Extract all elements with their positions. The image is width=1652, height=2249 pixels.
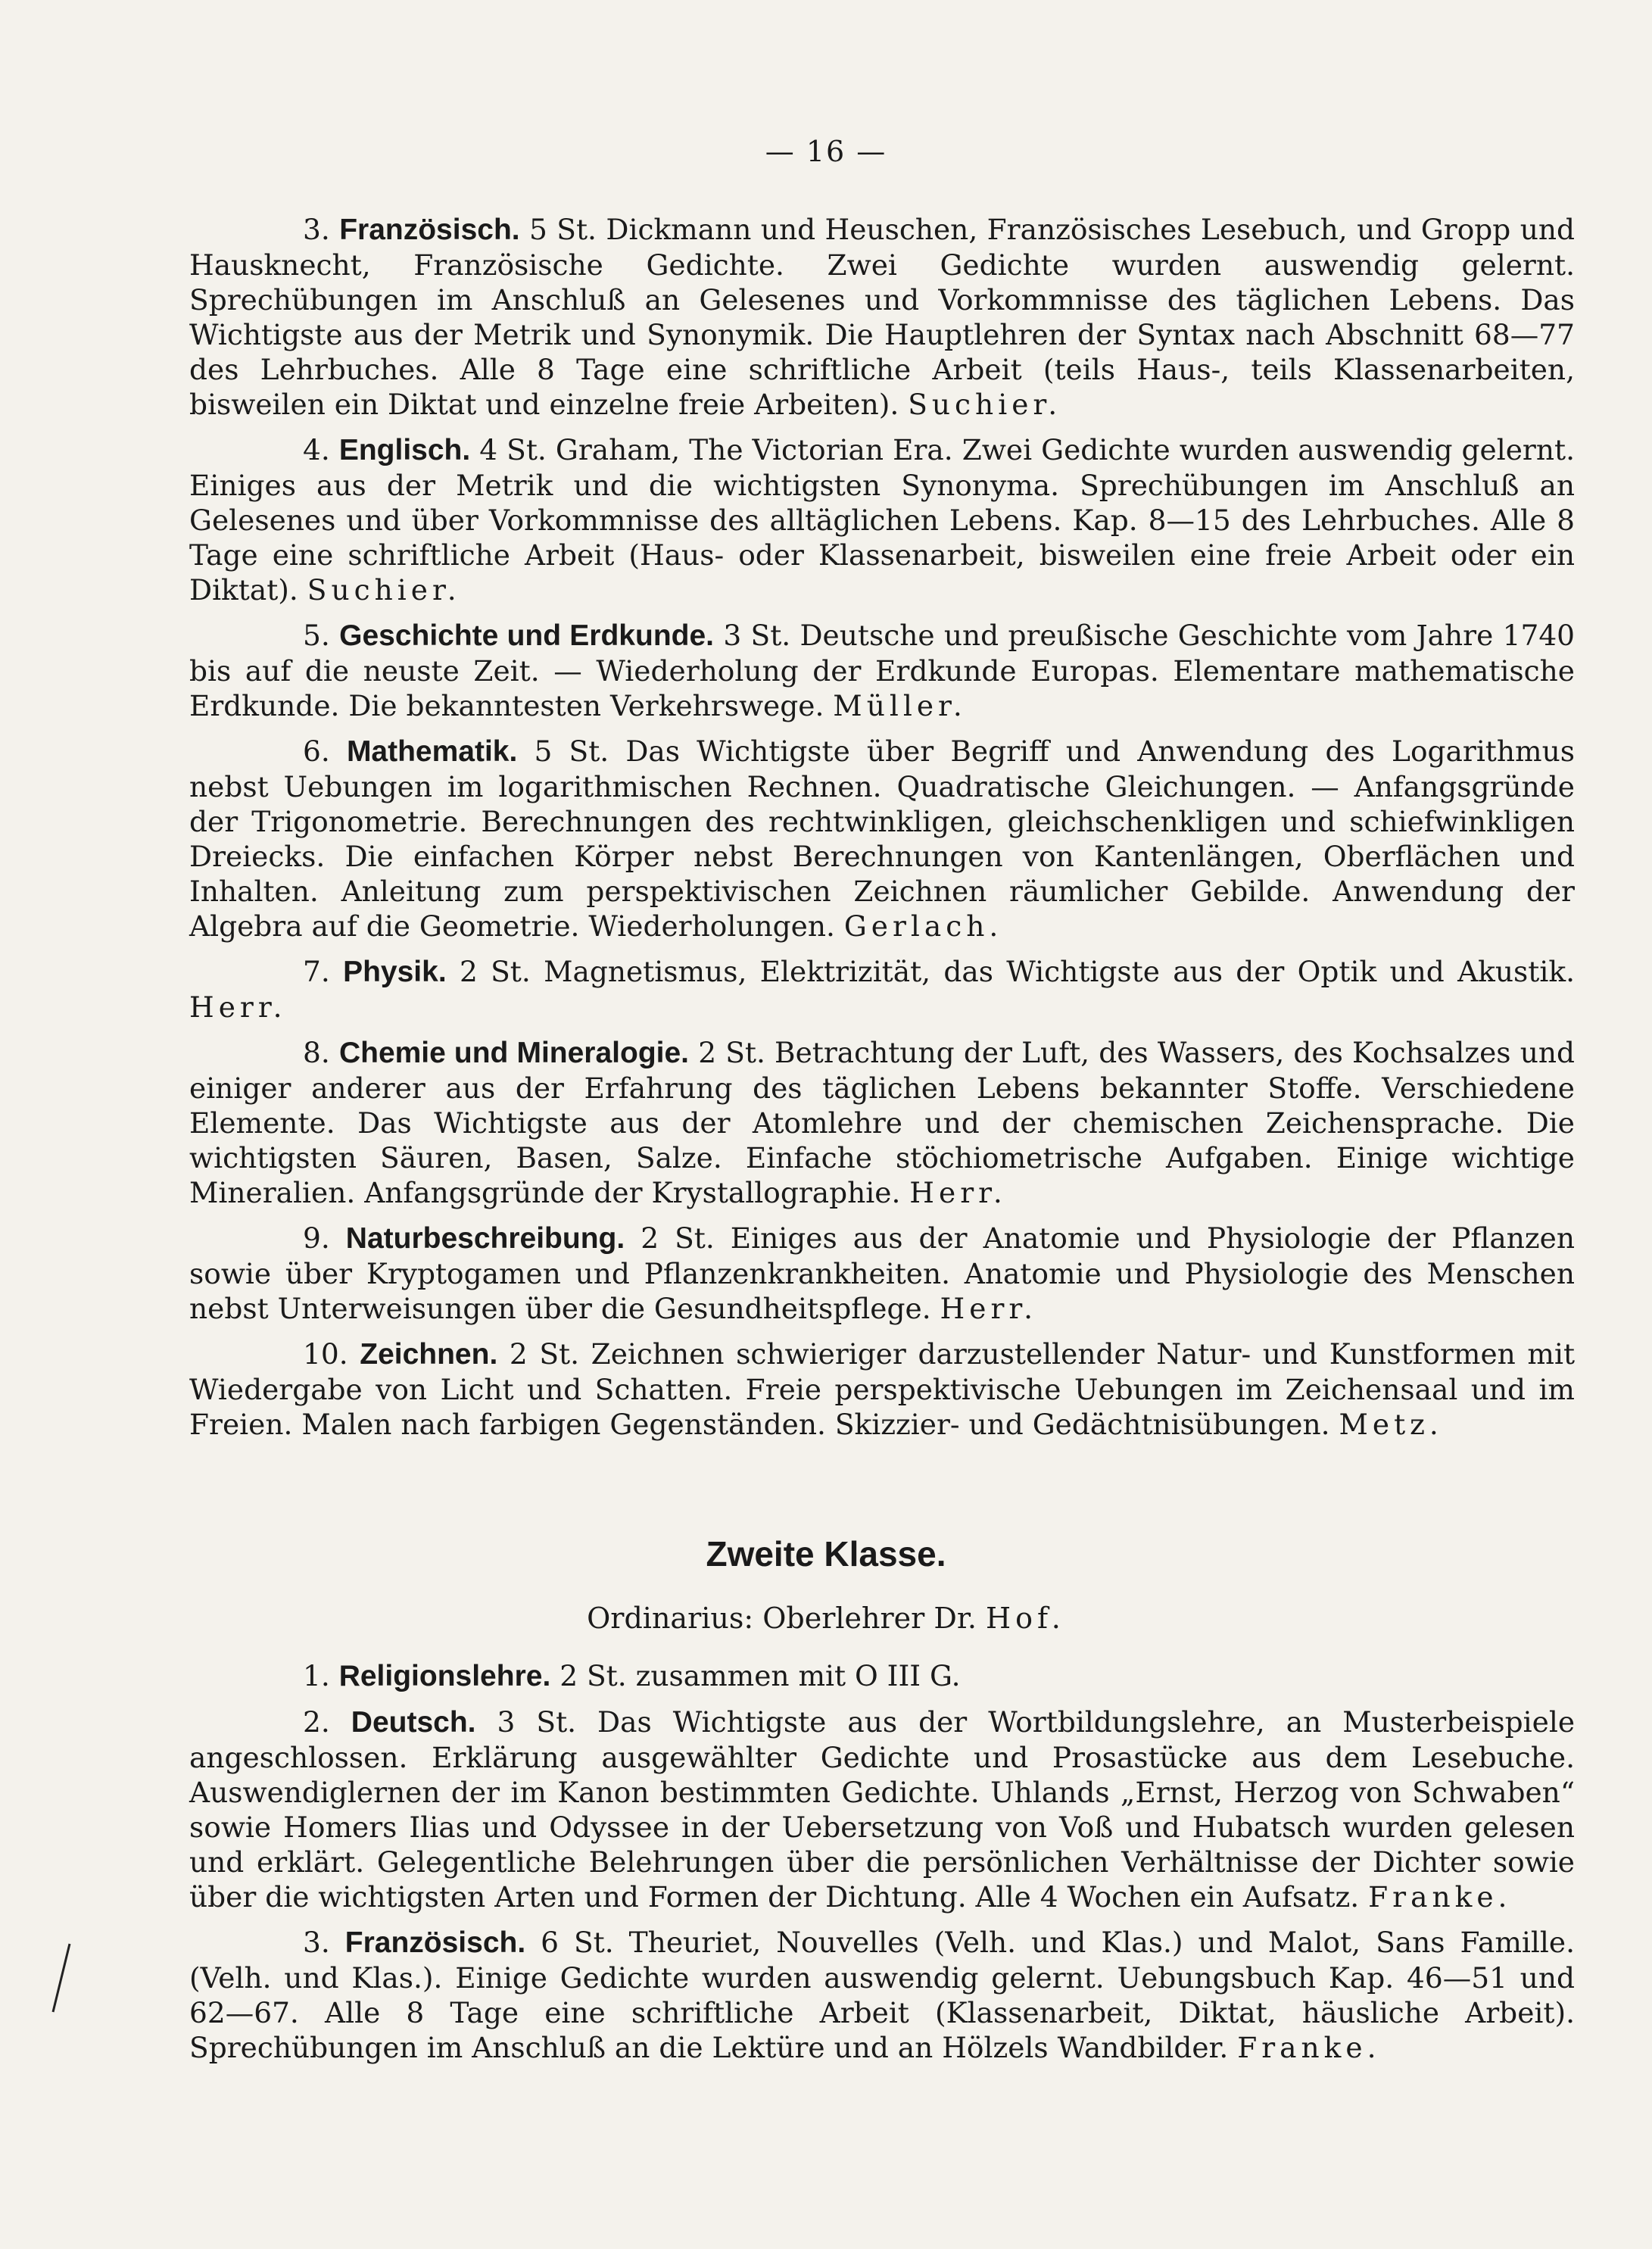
subject-title: Englisch. [338, 434, 471, 466]
class-heading: Zweite Klasse. [706, 1534, 946, 1574]
subject-text: 2 St. Betrachtung der Luft, des Wassers, des Kochsalzes und einiger anderer aus der Erfahrung des täglichen Lebens bekannter Stoffe. Verschiedene Elemente. Das Wichtigste aus der Atomlehre und der chemischen Zeichensprache. Die wichtigsten Säuren, Basen, Salze. Einfache stöchiometrische Aufgaben. Einige wichtige Mineralien. Anfangsgründe der Krystallographie. [189, 1036, 1576, 1209]
subject-title: Zeichnen. [360, 1338, 498, 1371]
subject-paragraph [189, 1658, 1575, 1694]
subject-number: 8. [303, 1036, 330, 1069]
subject-title: Physik. [343, 956, 447, 988]
subject-number: 10. [303, 1337, 348, 1371]
subject-text: 2 St. zusammen mit O III G. [559, 1659, 961, 1692]
subject-text: 2 St. Zeichnen schwieriger darzustellender Natur- und Kunstformen mit Wiedergabe von Licht und Schatten. Freie perspektivische Uebungen im Zeichensaal und im Freien. Malen nach farbigen Gegenständen. Skizzier- und Gedächtnisübungen. [189, 1337, 1576, 1441]
subject-number: 9. [303, 1221, 330, 1255]
teacher-name: Suchier. [307, 573, 461, 607]
subject-text: 3 St. Deutsche und preußische Geschichte vom Jahre 1740 bis auf die neuste Zeit. — Wiederholung der Erdkunde Europas. Elementare mathematische Erdkunde. Die bekanntesten Verkehrswege. [189, 619, 1576, 722]
ordinarius-line [0, 1602, 1652, 1635]
subject-number: 3. [303, 1926, 330, 1959]
subject-paragraph [189, 1705, 1575, 1914]
subject-number: 1. [303, 1659, 330, 1692]
teacher-name: Gerlach. [843, 909, 1003, 943]
subject-title: Mathematik. [346, 735, 518, 768]
subject-text: 2 St. Magnetismus, Elektrizität, das Wichtigste aus der Optik und Akustik. [459, 955, 1575, 988]
teacher-name: Metz. [1339, 1408, 1443, 1441]
subject-text: 4 St. Graham, The Victorian Era. Zwei Gedichte wurden auswendig gelernt. Einiges aus der Metrik und die wichtigsten Synonyma. Sprechübungen im Anschluß an Gelesenes und über Vorkommnisse des alltäglichen Lebens. Kap. 8—15 des Lehrbuches. Alle 8 Tage eine schriftliche Arbeit (Haus- oder Klassenarbeit, bisweilen eine freie Arbeit oder ein Diktat). [189, 433, 1575, 607]
subject-number: 2. [303, 1705, 330, 1739]
margin-pencil-mark [47, 1942, 77, 2014]
section-first-class [189, 212, 1575, 1442]
subject-paragraph [189, 432, 1575, 607]
subject-number: 5. [303, 619, 330, 652]
subject-paragraph [189, 618, 1575, 723]
teacher-name: Herr. [189, 990, 287, 1024]
subject-text: 6 St. Theuriet, Nouvelles (Velh. und Klas.) und Malot, Sans Famille. (Velh. und Klas.). Einige Gedichte wurden auswendig gelernt. Uebungsbuch Kap. 46—51 und 62—67. Alle 8 Tage eine schriftliche Arbeit (Klassenarbeit, Diktat, häusliche Arbeit). Sprechübungen im Anschluß an die Lektüre und an Hölzels Wandbilder. [189, 1926, 1575, 2064]
teacher-name: Franke. [1368, 1880, 1512, 1914]
subject-title: Französisch. [344, 1926, 526, 1959]
teacher-name: Franke. [1237, 2031, 1381, 2064]
subject-title: Geschichte und Erdkunde. [339, 619, 714, 652]
teacher-name: Suchier. [908, 388, 1062, 421]
page-number: — 16 — [765, 135, 887, 168]
subject-paragraph [189, 954, 1575, 1025]
subject-paragraph [189, 734, 1575, 944]
subject-number: 4. [303, 433, 330, 466]
subject-paragraph [189, 1337, 1575, 1442]
subject-title: Chemie und Mineralogie. [338, 1037, 690, 1069]
subject-number: 3. [303, 213, 330, 246]
subject-paragraph [189, 1035, 1575, 1210]
teacher-name: Müller. [833, 689, 967, 722]
ordinarius-name: Hof. [986, 1602, 1065, 1635]
subject-number: 6. [303, 735, 330, 768]
ordinarius-label: Ordinarius: Oberlehrer Dr. [587, 1602, 977, 1635]
subject-title: Deutsch. [351, 1706, 476, 1739]
subject-text: 2 St. Einiges aus der Anatomie und Physiologie der Pflanzen sowie über Kryptogamen und Pflanzenkrankheiten. Anatomie und Physiologie des Menschen nebst Unterweisungen über die Gesundheitspflege. [189, 1221, 1576, 1325]
subject-paragraph [189, 212, 1575, 422]
subject-paragraph [189, 1925, 1575, 2065]
subject-number: 7. [303, 955, 330, 988]
subject-text: 5 St. Dickmann und Heuschen, Französisches Lesebuch, und Gropp und Hausknecht, Französische Gedichte. Zwei Gedichte wurden auswendig gelernt. Sprechübungen im Anschluß an Gelesenes und Vorkommnisse des täglichen Lebens. Das Wichtigste aus der Metrik und Synonymik. Die Hauptlehren der Syntax nach Abschnitt 68—77 des Lehrbuches. Alle 8 Tage eine schriftliche Arbeit (teils Haus-, teils Klassenarbeiten, bisweilen ein Diktat und einzelne freie Arbeiten). [189, 213, 1576, 421]
subject-text: 5 St. Das Wichtigste über Begriff und Anwendung des Logarithmus nebst Uebungen im logarithmischen Rechnen. Quadratische Gleichungen. — Anfangsgründe der Trigonometrie. Berechnungen des rechtwinkligen, gleichschenkligen und schiefwinkligen Dreiecks. Die einfachen Körper nebst Berechnungen von Kantenlängen, Oberflächen und Inhalten. Anleitung zum perspektivischen Zeichnen räumlicher Gebilde. Anwendung der Algebra auf die Geometrie. Wiederholungen. [189, 735, 1575, 943]
teacher-name: Herr. [909, 1176, 1007, 1209]
subject-title: Naturbeschreibung. [345, 1222, 625, 1255]
subject-paragraph [189, 1221, 1575, 1326]
subject-text: 3 St. Das Wichtigste aus der Wortbildungslehre, an Musterbeispiele angeschlossen. Erklärung ausgewählter Gedichte und Prosastücke aus dem Lesebuche. Auswendiglernen der im Kanon bestimmten Gedichte. Uhlands „Ernst, Herzog von Schwaben“ sowie Homers Ilias und Odyssee in der Uebersetzung von Voß und Hubatsch wurden gelesen und erklärt. Gelegentliche Belehrungen über die persönlichen Verhältnisse der Dichter sowie über die wichtigsten Arten und Formen der Dichtung. Alle 4 Wochen ein Aufsatz. [189, 1705, 1576, 1914]
teacher-name: Herr. [940, 1292, 1038, 1325]
subject-title: Religionslehre. [338, 1660, 551, 1692]
section-second-class [189, 1658, 1575, 2065]
subject-title: Französisch. [339, 214, 520, 246]
